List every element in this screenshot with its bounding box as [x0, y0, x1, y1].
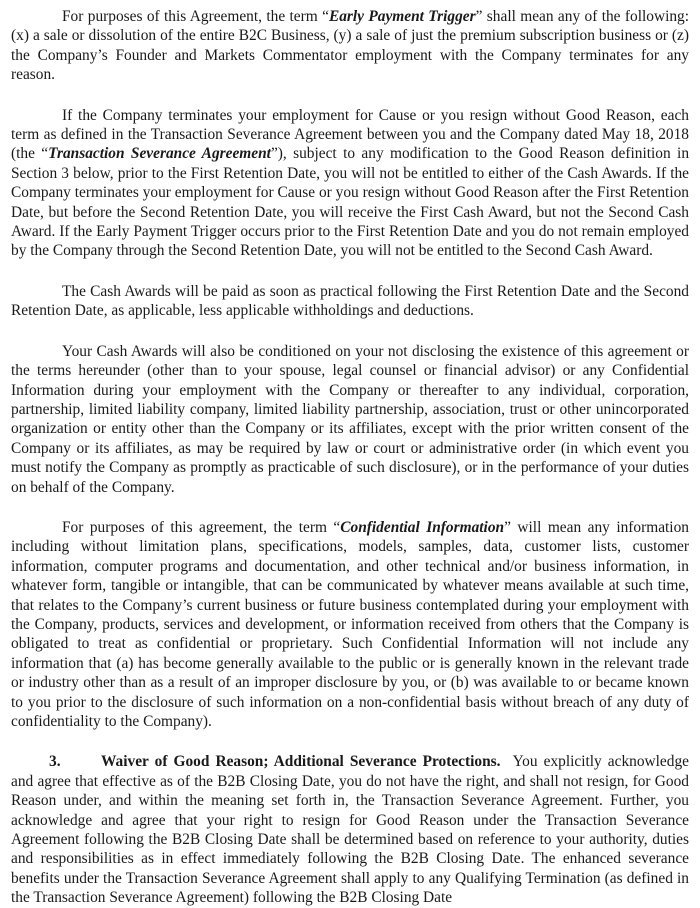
text-segment: The Cash Awards will be paid as soon as practical following the First Retention Date and the Second Retention Date, as applicable, less applicable withholdings and deductions.: [11, 282, 689, 320]
section-3-waiver-of-good-reason: [11, 752, 689, 907]
paragraph-non-disclosure-condition: [11, 342, 689, 497]
text-segment: Your Cash Awards will also be conditioned on your not disclosing the existence of this agreement or the terms hereunder (other than to your spouse, legal counsel or financial advisor) or any Confidential Information during your employment with the Company or thereafter to any individual, corporation, partnership, limited liability company, limited liability partnership, association, trust or other unincorporated organization or entity other than the Company or its affiliates, except with the prior written consent of the Company or its affiliates, as may be required by law or court or administrative order (in which event you must notify the Company as promptly as practicable of such disclosure), or in the performance of your duties on behalf of the Company.: [11, 342, 689, 496]
paragraph-confidential-information: [11, 518, 689, 731]
section-body: You explicitly acknowledge and agree that effective as of the B2B Closing Date, you do not have the right, and shall not resign, for Good Reason under, and within the meaning set forth in, the Transaction Severance Agreement. Further, you acknowledge and agree that your right to resign for Good Reason under the Transaction Severance Agreement following the B2B Closing Date shall be determined based on reference to your authority, duties and responsibilities as in effect immediately following the B2B Closing Date. The enhanced severance benefits under the Transaction Severance Agreement shall apply to any Qualifying Termination (as defined in the Transaction Severance Agreement) following the B2B Closing Date: [11, 753, 689, 907]
paragraph-early-payment-trigger: [11, 7, 689, 85]
text-segment: For purposes of this agreement, the term “: [62, 518, 341, 536]
section-title: Waiver of Good Reason; Additional Severance Protections.: [101, 753, 501, 771]
text-segment: ” will mean any information including without limitation plans, specifications, models, samples, data, customer lists, customer information, computer programs and documentation, and other technical and/or business information, in whatever form, tangible or intangible, that can be communicated by whatever means available at such time, that relates to the Company’s current business or future business contemplated during your employment with the Company, products, services and development, or information received from others that the Company is obligated to treat as confidential or proprietary. Such Confidential Information will not include any information that (a) has become generally available to the public or is generally known in the relevant trade or industry other than as a result of an improper disclosure by you, or (b) was available to or became known to you prior to the disclosure of such information on a non-confidential basis without breach of any duty of confidentiality to the Company).: [11, 518, 689, 730]
defined-term: Transaction Severance Agreement: [48, 145, 271, 163]
text-segment: If the Company terminates your employment for Cause or you resign without Good Reason, each term as defined in the Transaction Severance Agreement between you and the Company dated May 18, 2018 (the “: [11, 106, 689, 163]
text-segment: ” shall mean any of the following: (x) a sale or dissolution of the entire B2C Business, (y) a sale of just the premium subscription business or (z) the Company’s Founder and Markets Commentator employment with the Company terminates for any reason.: [11, 8, 690, 84]
section-number: 3.: [49, 753, 61, 771]
defined-term: Early Payment Trigger: [328, 8, 476, 25]
paragraph-termination-for-cause: [11, 106, 689, 261]
text-segment: ”), subject to any modification to the Good Reason definition in Section 3 below, prior to the First Retention Date, you will not be entitled to either of the Cash Awards. If the Company terminates your employment for Cause or you resign without Good Reason after the First Retention Date, but before the Second Retention Date, you will receive the First Cash Award, but not the Second Cash Award. If the Early Payment Trigger occurs prior to the First Retention Date and you do not remain employed by the Company through the Second Retention Date, you will not be entitled to the Second Cash Award.: [11, 145, 690, 260]
text-segment: For purposes of this Agreement, the term “: [62, 8, 329, 25]
defined-term: Confidential Information: [340, 518, 505, 536]
paragraph-cash-award-payment: [11, 282, 689, 321]
